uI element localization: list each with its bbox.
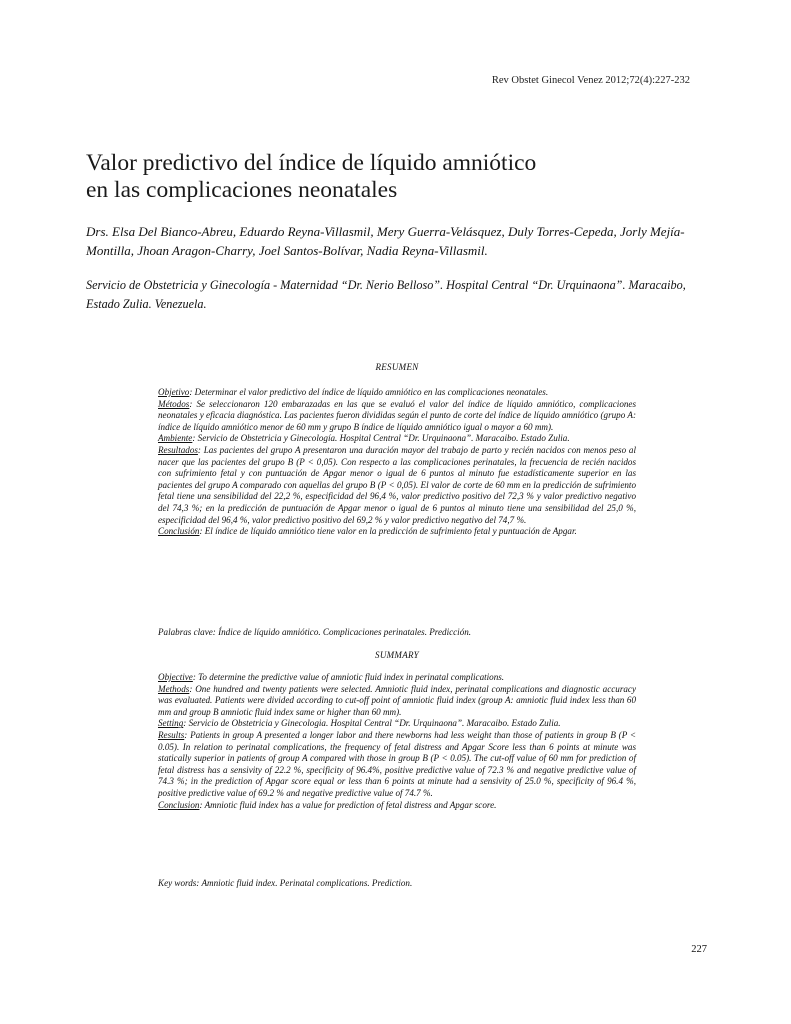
ambiente-text: : Servicio de Obstetricia y Ginecología. Hospital Central “Dr. Urquinaona”. Maracaibo. Estado Zulia. [192, 433, 570, 444]
resumen-objetivo [158, 387, 636, 399]
title-line-2: en las complicaciones neonatales [86, 177, 398, 203]
summary-setting [158, 718, 636, 730]
conclusion-label-en: Conclusion [158, 799, 200, 810]
palabras-clave: Palabras clave: Índice de líquido amniótico. Complicaciones perinatales. Predicción. [158, 627, 472, 637]
objective-label: Objective [158, 672, 193, 682]
results-text: : Patients in group A presented a longer labor and there newborns had less weight than those of patients in group B (P < 0.05). In relation to perinatal complications, the frequency of fetal distress and Apgar Score less than 6 points at minute was statically superior in patients of group A compared with those in group B (P < 0.05). The cut-off value of 60 mm for prediction of fetal distress has a sensivity of 22.2 %, specificity of 96.4%, positive predictive value of 72.3 % and negative predictive value of 74.3 %; in the prediction of Apgar score equal or less than 6 points at minute had a sensivity of 25.0 %, specificity of 96.4 %, positive predictive value of 69.2 % and negative predictive value of 74.7 %. [158, 729, 636, 798]
resumen-conclusion [158, 526, 636, 538]
methods-text: : One hundred and twenty patients were selected. Amniotic fluid index, perinatal complications and diagnostic accuracy was evaluated. Patients were divided according to cut-off point of amniotic fluid index (group A: amniotic fluid index less than 60 mm and group B amniotic fluid index same or higher than 60 mm). [158, 683, 636, 717]
resultados-label: Resultados [158, 444, 198, 455]
objetivo-text: : Determinar el valor predictivo del índice de líquido amniótico en las complicaciones neonatales. [189, 387, 549, 397]
summary-objective [158, 672, 636, 684]
article-title [86, 150, 706, 204]
results-label: Results [158, 729, 185, 740]
objetivo-label: Objetivo [158, 387, 190, 397]
conclusion-text-en: : Amniotic fluid index has a value for prediction of fetal distress and Apgar score. [199, 799, 497, 810]
objective-text: : To determine the predictive value of amniotic fluid index in perinatal complications. [192, 672, 505, 682]
resumen-resultados [158, 445, 636, 526]
title-line-1: Valor predictivo del índice de líquido amniótico [86, 150, 537, 176]
journal-reference: Rev Obstet Ginecol Venez 2012;72(4):227-232 [491, 75, 690, 86]
key-words: Key words: Amniotic fluid index. Perinatal complications. Prediction. [158, 878, 413, 888]
methods-label: Methods [158, 683, 190, 694]
ambiente-label: Ambiente [158, 433, 193, 444]
summary-conclusion [158, 800, 636, 812]
conclusion-label: Conclusión [158, 526, 200, 537]
setting-label: Setting [158, 718, 184, 729]
resumen-ambiente [158, 433, 636, 445]
page-number: 227 [691, 944, 707, 955]
resumen-metodos [158, 399, 636, 434]
conclusion-text: : El índice de líquido amniótico tiene valor en la predicción de sufrimiento fetal y puntuación de Apgar. [199, 526, 577, 537]
metodos-text: : Se seleccionaron 120 embarazadas en las que se evaluó el valor del índice de líquido amniótico, complicaciones neonatales y eficacia diagnóstica. Las pacientes fueron divididas según el punto de corte del índice de líquido amniótico (grupo A: índice de líquido amniótico menor de 60 mm y grupo B índice de líquido amniótico igual o mayor a 60 mm). [158, 398, 636, 432]
affiliation: Servicio de Obstetricia y Ginecología - Maternidad “Dr. Nerio Belloso”. Hospital Central “Dr. Urquinaona”. Maracaibo, Estado Zulia. Venezuela. [86, 278, 686, 311]
summary-heading: SUMMARY [375, 650, 419, 660]
setting-text: : Servicio de Obstetricia y Ginecologia. Hospital Central “Dr. Urquinaona”. Maracaibo. Estado Zulia. [183, 718, 561, 729]
authors: Drs. Elsa Del Bianco-Abreu, Eduardo Reyna-Villasmil, Mery Guerra-Velásquez, Duly Torres-Cepeda, Jorly Mejía-Montilla, Jhoan Aragon-Charry, Joel Santos-Bolívar, Nadia Reyna-Villasmil. [86, 224, 685, 258]
metodos-label: Métodos [158, 398, 190, 409]
resultados-text: : Las pacientes del grupo A presentaron una duración mayor del trabajo de parto y recién nacidos con menos peso al nacer que las pacientes del grupo B (P < 0,05). Con respecto a las complicaciones perinatales, la frecuencia de recién nacidos con sufrimiento fetal y con puntuación de Apgar menor o igual de 6 puntos al minuto fue estadísticamente superior en las pacientes del grupo A comparado con aquellas del grupo B (P < 0,05). El valor de corte de 60 mm en la predicción de sufrimiento fetal tiene una sensibilidad del 22,2 %, especificidad del 96,4 %, valor predictivo positivo del 72,3 % y valor predictivo negativo del 74,3 %; en la predicción de puntuación de Apgar menor o igual de 6 puntos al minuto tiene una sensibilidad del 25,0 %, especificidad del 96,4 %, valor predictivo positivo del 69,2 % y valor predictivo negativo del 74,7 %. [158, 444, 636, 525]
summary-abstract [158, 672, 636, 811]
resumen-abstract [158, 387, 636, 538]
summary-results [158, 730, 636, 800]
resumen-heading: RESUMEN [375, 362, 419, 372]
summary-methods [158, 684, 636, 719]
